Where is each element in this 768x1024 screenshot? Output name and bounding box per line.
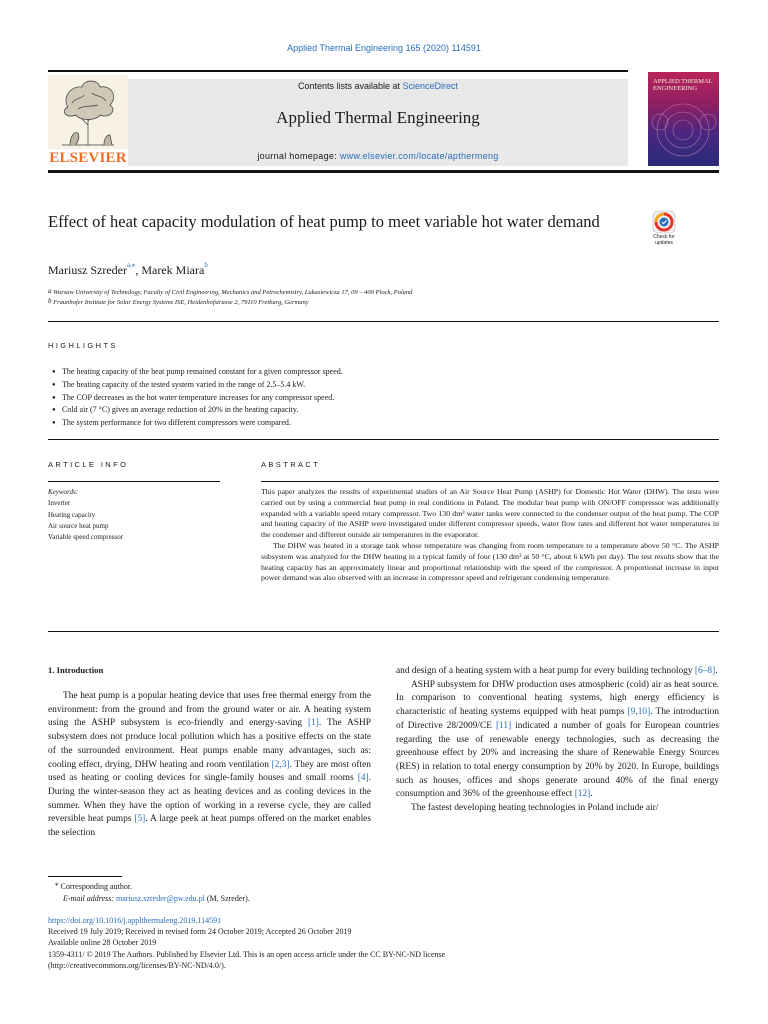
license-line: 1359-4311/ © 2019 The Authors. Published by Elsevier Ltd. This is an open access article under the CC BY-NC-ND license (48, 949, 446, 959)
affiliation-a (48, 289, 412, 297)
check-updates-label: Check for updates (653, 234, 675, 246)
affiliation-marker: a (48, 287, 52, 295)
body-text: The heat pump is a popular heating device that uses free thermal energy from the environment: from the ground and from the ground water or air. A heating system using the ASHP subsystem is eco-friendly and energy-saving (48, 691, 371, 729)
citation-link[interactable]: [4] (357, 773, 369, 784)
citation-link[interactable]: [9,10] (627, 707, 651, 718)
body-paragraph (396, 665, 719, 679)
citation-link[interactable]: [5] (134, 814, 146, 825)
elsevier-wordmark: ELSEVIER (49, 150, 127, 166)
contents-available-line (128, 81, 628, 91)
highlight-item: ● The heating capacity of the heat pump remained constant for a given compressor speed. (52, 366, 712, 379)
body-text: . (715, 666, 718, 676)
check-updates-icon (644, 210, 684, 234)
abstract-heading: ABSTRACT (261, 460, 321, 469)
section-divider (48, 439, 719, 440)
keywords-block (48, 487, 220, 543)
section-divider (48, 631, 719, 632)
check-for-updates-badge[interactable] (644, 210, 684, 256)
author-name[interactable]: Marek Miara (141, 263, 205, 277)
article-history: Received 19 July 2019; Received in revised form 24 October 2019; Accepted 26 October 2019 (48, 927, 352, 937)
journal-homepage-link[interactable]: www.elsevier.com/locate/apthermeng (339, 151, 499, 161)
affiliation-text: Warsaw University of Technology, Faculty of Civil Engineering, Mechanics and Petrochemistry, Lukasiewicza 17, 09 – 400 Plock, Poland (53, 289, 413, 296)
email-label: E-mail address: (63, 894, 117, 903)
highlight-item: ● The heating capacity of the tested system varied in the range of 2.5–5.4 kW. (52, 379, 712, 392)
corresponding-mark: ⁎ (55, 880, 59, 888)
highlights-heading: HIGHLIGHTS (48, 341, 118, 350)
citation-link[interactable]: [1] (307, 718, 319, 729)
body-text: ASHP subsystem for DHW production uses atmospheric (cold) air as heat source. In comparison to conventional heating systems, high energy efficiency is characteristic of heating systems equipped with heat pumps (396, 679, 719, 718)
author-affiliation-marker[interactable]: b (204, 261, 208, 269)
footnote-rule (48, 876, 122, 877)
body-text: The fastest developing heating technologies in Poland include air/ (411, 803, 659, 814)
abstract-body (261, 487, 719, 584)
body-paragraph (396, 679, 719, 802)
affiliation-marker: b (48, 297, 52, 305)
sciencedirect-link[interactable]: ScienceDirect (402, 81, 459, 91)
citation-link[interactable]: [11] (495, 720, 512, 731)
body-paragraph (48, 690, 371, 841)
author-separator: , (135, 263, 142, 277)
journal-reference[interactable]: Applied Thermal Engineering 165 (2020) 114591 (287, 43, 481, 53)
author-list (48, 263, 208, 278)
elsevier-tree-icon (48, 75, 128, 149)
body-text: . They are most often used as heating or cooling devices for single-family houses and small rooms (48, 759, 371, 784)
abstract-paragraph: The DHW was heated in a storage tank whose temperature was changing from room temperature to a temperature above 50 °C. The ASHP subsystem was analyzed for the DHW heating in a typical family of four (130 dm³ at 50 °C, about 6 kWh per day). The test results show that the heating capacity has an approximately linear and proportional relationship with the speed of the compressor. A proportional increase in input power demand was also observed with an increase in compressor speed and refrigerant condensing temperature. (261, 540, 719, 583)
body-text: . A large peek at heat pumps offered on the market enables the selection (48, 814, 371, 839)
abstract-rule (261, 481, 719, 482)
journal-title: Applied Thermal Engineering (276, 108, 480, 127)
author-name[interactable]: Mariusz Szreder (48, 263, 127, 277)
journal-cover-thumbnail[interactable] (648, 72, 719, 166)
body-text: indicated a number of goals for European countries regarding the use of renewable energy technologies, such as decreasing the greenhouse effect by 20% and increasing the share of Renewable Energy Sources (RES) in relation to total energy consumption by 20% by 2020. In Europe, buildings such as houses, offices and shops generate around 40% of the final energy consumption and 36% of the greenhouse effect (396, 720, 719, 800)
keyword: Heating capacity (48, 510, 96, 519)
body-text: . (590, 789, 593, 800)
article-info-rule (48, 481, 220, 482)
affiliation-b (48, 299, 309, 307)
masthead-bottom-rule (48, 170, 719, 173)
citation-link[interactable]: [2,3] (271, 759, 290, 770)
body-text: . During the winter-season they act as heating devices and as cooling devices in the summer. When they have the option of working in a reverse cycle, they are called reversible heat pumps (48, 773, 371, 825)
journal-homepage-line (128, 151, 628, 161)
available-online: Available online 28 October 2019 (48, 938, 157, 948)
article-title: Effect of heat capacity modulation of heat pump to meet variable hot water demand (48, 212, 600, 231)
body-text: . The ASHP subsystem does not produce local pollution which has a positive effects on the state of the surrounded environment. Heat pumps enable many advantages, such as: cooling effect, drying, DHW heating and room ventilation (48, 718, 371, 770)
elsevier-logo[interactable] (48, 75, 128, 167)
masthead-top-rule (48, 70, 628, 72)
introduction-heading: 1. Introduction (48, 665, 104, 675)
keywords-label: Keywords: (48, 488, 79, 496)
email-note (63, 894, 250, 903)
keyword: Air source heat pump (48, 521, 109, 530)
keyword: Inverter (48, 499, 71, 508)
abstract-paragraph: This paper analyzes the results of experimental studies of an Air Source Heat Pump (ASHP) for Domestic Hot Water (DHW). The tests were carried out by using a commercial heat pump in real conditions in Poland. The modular heat pump with ON/OFF compressor was additionally expanded with a variable speed rotary compressor. Two 130 dm³ water tanks were connected to the condenser output of the heat pump. The COP and heating capacity of the ASHP were investigated under different compressor speeds, water flow rates and different hot water temperatures in the condenser and different outside air temperatures in the evaporator. (261, 487, 719, 540)
body-column-left (48, 690, 371, 841)
citation-link[interactable]: [12] (574, 789, 591, 800)
keyword: Variable speed compressor (48, 533, 124, 542)
email-suffix: (M. Szreder). (204, 894, 250, 903)
email-link[interactable]: mariusz.szreder@pw.edu.pl (116, 894, 205, 903)
doi-link[interactable]: https://doi.org/10.1016/j.applthermaleng.2019.114591 (48, 916, 222, 925)
body-paragraph (396, 802, 719, 816)
body-text: . The introduction of Directive 28/2009/CE (396, 707, 719, 731)
article-info-heading: ARTICLE INFO (48, 460, 129, 469)
corresponding-text: Corresponding author. (60, 882, 133, 891)
contents-prefix: Contents lists available at (297, 81, 403, 91)
license-url[interactable]: (http://creativecommons.org/licenses/BY-NC-ND/4.0/). (48, 960, 226, 970)
body-column-right (396, 665, 719, 816)
homepage-prefix: journal homepage: (257, 151, 340, 161)
highlight-item: ● The system performance for two different compressors were compared. (52, 417, 712, 430)
highlights-list (52, 366, 712, 430)
highlight-item: ● The COP decreases as the hot water temperature increases for any compressor speed. (52, 392, 712, 405)
affiliation-text: Fraunhofer Institute for Solar Energy Systems ISE, Heidenhofstrasse 2, 79110 Freiburg, Germany (53, 299, 309, 306)
body-text: and design of a heating system with a heat pump for every building technology (396, 666, 695, 676)
section-divider (48, 321, 719, 322)
article-footer (48, 915, 719, 971)
citation-link[interactable]: [6–8] (694, 666, 716, 676)
corresponding-author-note (55, 882, 132, 891)
author-affiliation-marker[interactable]: a,⁎ (126, 261, 136, 269)
cover-journal-title: APPLIED THERMAL ENGINEERING (653, 78, 713, 92)
highlight-item: ● Cold air (7 °C) gives an average reduction of 20% in the heating capacity. (52, 404, 712, 417)
